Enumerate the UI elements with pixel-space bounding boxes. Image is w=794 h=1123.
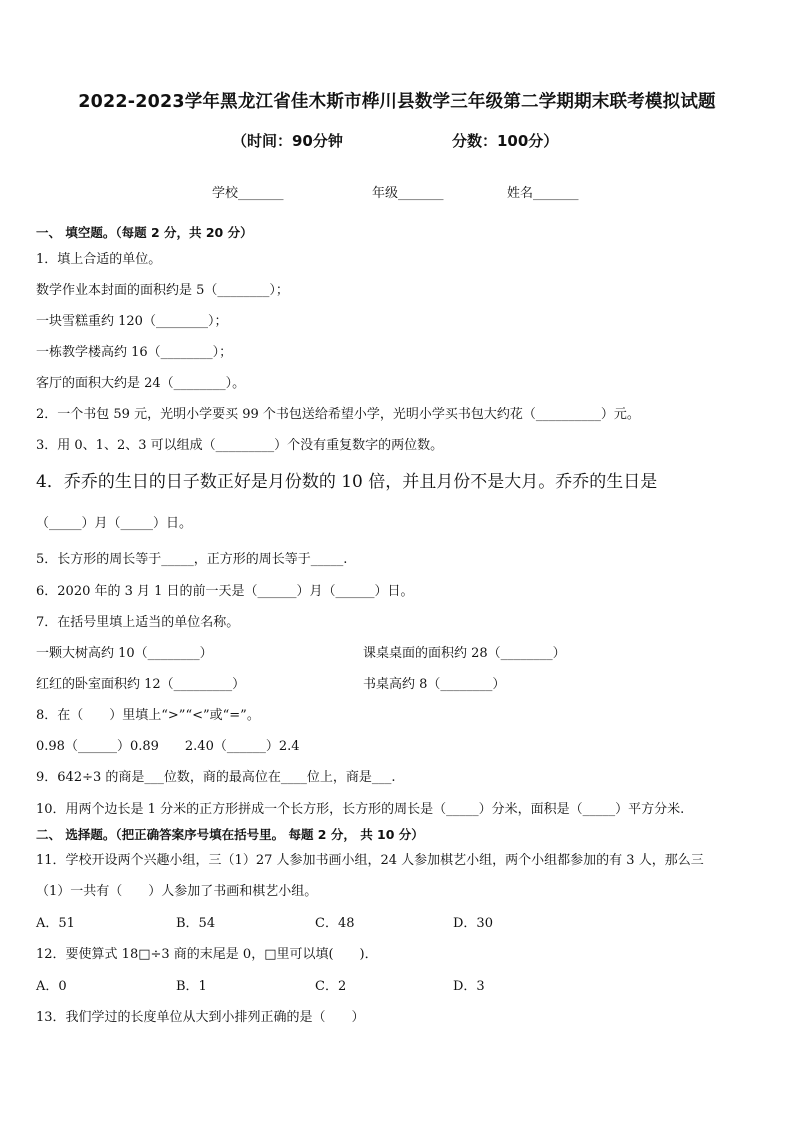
question-7c: 红红的卧室面积约 12（_________） bbox=[36, 677, 246, 692]
question-6: 6．2020 年的 3 月 1 日的前一天是（______）月（______）日。 bbox=[36, 584, 414, 599]
question-7a: 一颗大树高约 10（________） bbox=[36, 646, 213, 661]
q12-option-a: A．0 bbox=[36, 979, 67, 994]
question-4-line1: 4．乔乔的生日的日子数正好是月份数的 10 倍，并且月份不是大月。乔乔的生日是 bbox=[36, 472, 658, 492]
q11-option-a: A．51 bbox=[36, 916, 75, 931]
question-9: 9．642÷3 的商是___位数，商的最高位在____位上，商是___. bbox=[36, 770, 396, 785]
question-8a: 0.98（______）0.89 2.40（______）2.4 bbox=[36, 739, 300, 754]
question-12: 12．要使算式 18□÷3 商的末尾是 0，□里可以填( )． bbox=[36, 947, 378, 962]
q12-option-d: D．3 bbox=[453, 979, 485, 994]
question-1: 1．填上合适的单位。 bbox=[36, 252, 162, 267]
question-2: 2．一个书包 59 元，光明小学要买 99 个书包送给希望小学，光明小学买书包大约花（__________）元。 bbox=[36, 407, 640, 422]
q12-option-b: B．1 bbox=[176, 979, 207, 994]
school-field: 学校_______ bbox=[212, 186, 284, 201]
name-field: 姓名_______ bbox=[507, 186, 579, 201]
question-13: 13．我们学过的长度单位从大到小排列正确的是（ ） bbox=[36, 1010, 365, 1025]
q11-option-c: C．48 bbox=[315, 916, 355, 931]
question-10: 10．用两个边长是 1 分米的正方形拼成一个长方形，长方形的周长是（_____）分米，面积是（_____）平方分米. bbox=[36, 802, 685, 817]
section-2-heading: 二、 选择题。（把正确答案序号填在括号里。 每题 2 分， 共 10 分） bbox=[36, 827, 424, 842]
question-3: 3．用 0、1、2、3 可以组成（_________）个没有重复数字的两位数。 bbox=[36, 438, 444, 453]
question-7d: 书桌高约 8（________） bbox=[363, 677, 506, 692]
question-7: 7．在括号里填上适当的单位名称。 bbox=[36, 615, 240, 630]
question-11-line1: 11．学校开设两个兴趣小组，三（1）27 人参加书画小组，24 人参加棋艺小组，两个小组都参加的有 3 人，那么三 bbox=[36, 853, 704, 868]
question-1d: 客厅的面积大约是 24（________）。 bbox=[36, 376, 246, 391]
question-11-line2: （1）一共有（ ）人参加了书画和棋艺小组。 bbox=[36, 884, 318, 899]
question-5: 5．长方形的周长等于_____，正方形的周长等于_____. bbox=[36, 552, 348, 567]
q11-option-d: D．30 bbox=[453, 916, 493, 931]
grade-field: 年级_______ bbox=[372, 186, 444, 201]
section-1-heading: 一、 填空题。（每题 2 分，共 20 分） bbox=[36, 225, 253, 240]
question-1b: 一块雪糕重约 120（________）； bbox=[36, 314, 228, 329]
exam-score: 分数：100分） bbox=[452, 132, 559, 150]
exam-title: 2022-2023学年黑龙江省佳木斯市桦川县数学三年级第二学期期末联考模拟试题 bbox=[78, 92, 716, 112]
question-8: 8．在（ ）里填上“>”“<”或“=”。 bbox=[36, 708, 260, 723]
question-7b: 课桌桌面的面积约 28（________） bbox=[363, 646, 566, 661]
question-4-line2: （_____）月（_____）日。 bbox=[36, 516, 193, 531]
q11-option-b: B．54 bbox=[176, 916, 216, 931]
q12-option-c: C．2 bbox=[315, 979, 347, 994]
question-1c: 一栋教学楼高约 16（________）； bbox=[36, 345, 233, 360]
exam-time: （时间：90分钟 bbox=[232, 132, 343, 150]
question-1a: 数学作业本封面的面积约是 5（________）； bbox=[36, 283, 289, 298]
